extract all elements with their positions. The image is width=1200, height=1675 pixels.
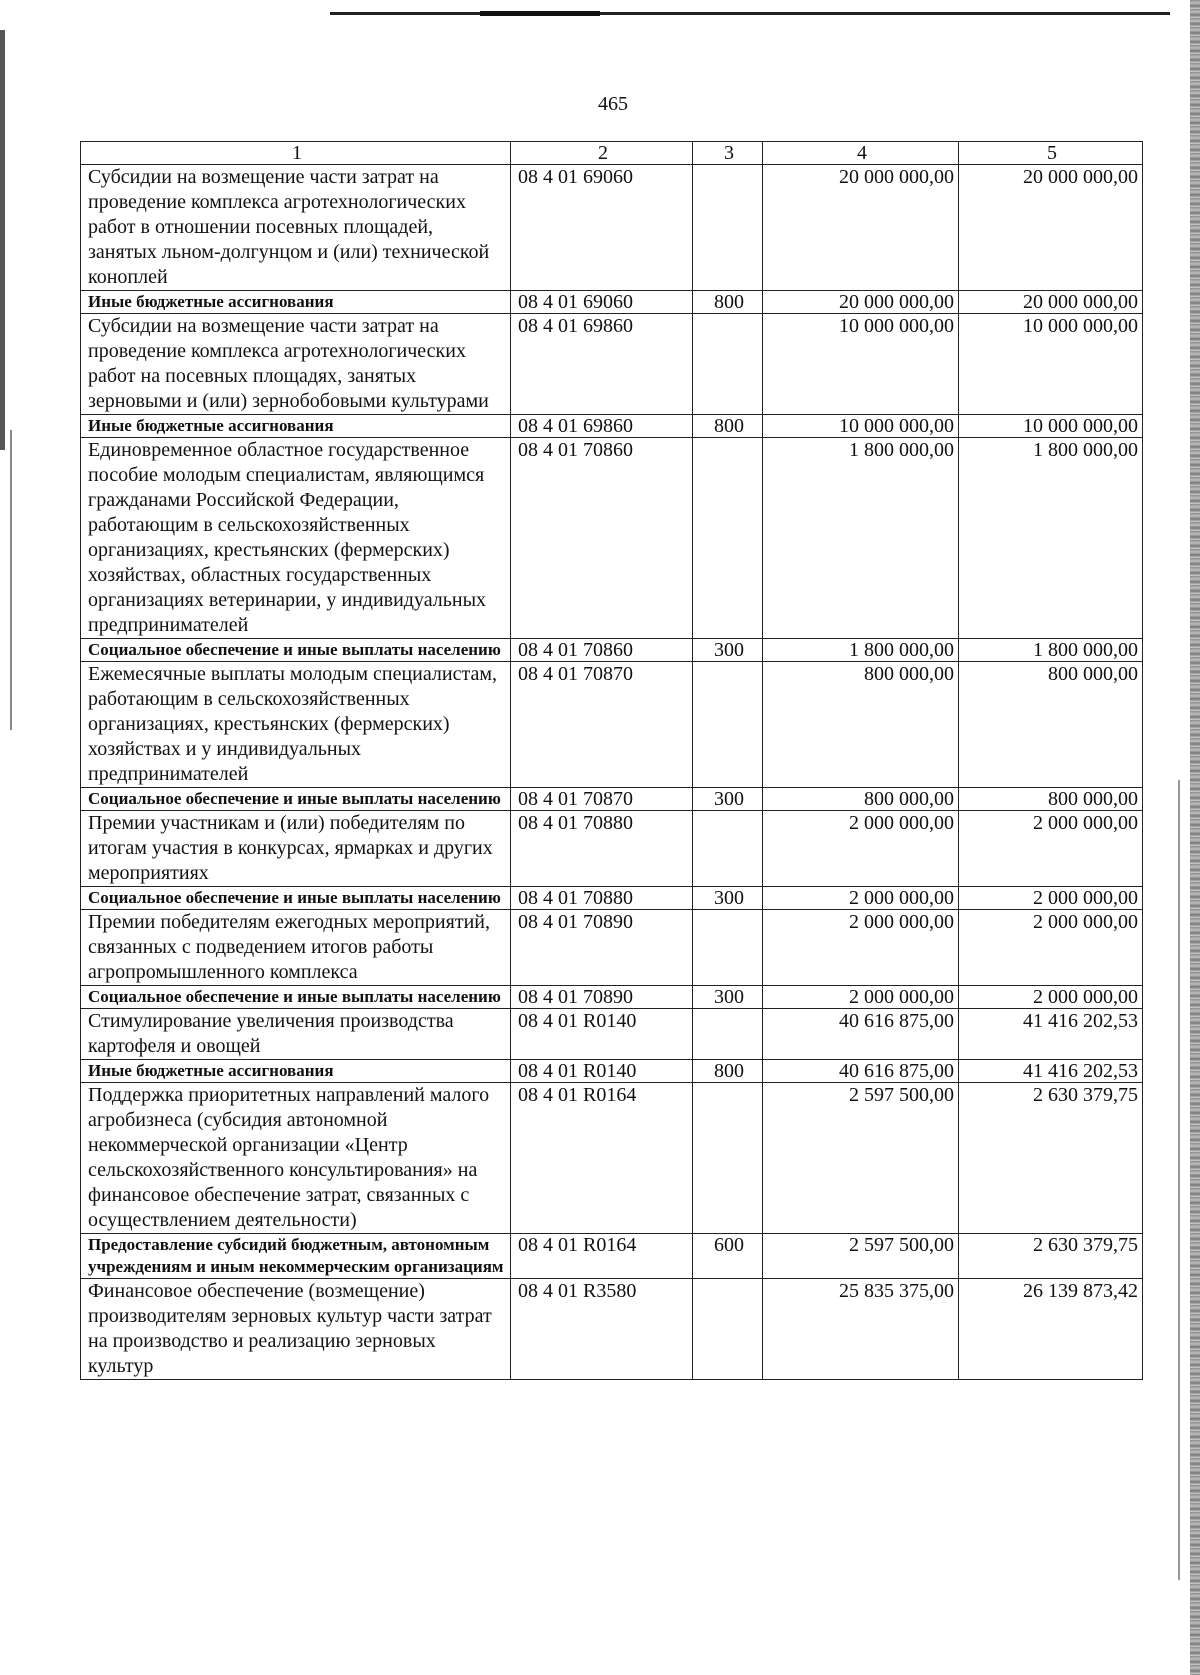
row-type-cell [693, 165, 763, 291]
row-name-cell: Ежемесячные выплаты молодым специалистам, работающим в сельскохозяйственных организациях, крестьянских (фермерских) хозяйствах и у индивидуальных предпринимателей [81, 662, 511, 788]
row-type-cell: 800 [693, 1060, 763, 1083]
table-row [81, 1234, 1143, 1279]
table-row [81, 1279, 1143, 1380]
row-sum-first-cell: 20 000 000,00 [763, 291, 959, 314]
row-sum-first-cell: 10 000 000,00 [763, 415, 959, 438]
row-name-cell: Поддержка приоритетных направлений малого агробизнеса (субсидия автономной некоммерческой организации «Центр сельскохозяйственного консультирования» на финансовое обеспечение затрат, связанных с осуществлением деятельности) [81, 1083, 511, 1234]
row-code-cell: 08 4 01 70860 [511, 639, 693, 662]
row-type-cell: 300 [693, 887, 763, 910]
row-sum-first-cell: 2 000 000,00 [763, 887, 959, 910]
row-name-cell: Стимулирование увеличения производства картофеля и овощей [81, 1009, 511, 1060]
row-name-cell: Единовременное областное государственное пособие молодым специалистам, являющимся гражданами Российской Федерации, работающим в сельскохозяйственных организациях, крестьянских (фермерских) хозяйствах, областных государственных организациях ветеринарии, у индивидуальных предпринимателей [81, 438, 511, 639]
table-row [81, 910, 1143, 986]
column-header: 2 [511, 142, 693, 165]
row-code-cell: 08 4 01 70860 [511, 438, 693, 639]
row-name-cell: Предоставление субсидий бюджетным, автономным учреждениям и иным некоммерческим организациям [81, 1234, 511, 1279]
row-name-cell: Иные бюджетные ассигнования [81, 1060, 511, 1083]
row-name-cell: Иные бюджетные ассигнования [81, 415, 511, 438]
table-header-row [81, 142, 1143, 165]
row-sum-second-cell: 10 000 000,00 [959, 314, 1143, 415]
row-sum-second-cell: 20 000 000,00 [959, 165, 1143, 291]
row-sum-second-cell: 2 630 379,75 [959, 1234, 1143, 1279]
row-type-cell [693, 314, 763, 415]
row-sum-first-cell: 2 000 000,00 [763, 986, 959, 1009]
row-type-cell [693, 662, 763, 788]
table-row [81, 314, 1143, 415]
row-code-cell: 08 4 01 R0140 [511, 1060, 693, 1083]
table-row [81, 788, 1143, 811]
row-name-cell: Социальное обеспечение и иные выплаты населению [81, 788, 511, 811]
row-type-cell [693, 811, 763, 887]
row-sum-first-cell: 1 800 000,00 [763, 438, 959, 639]
row-code-cell: 08 4 01 69860 [511, 314, 693, 415]
row-type-cell: 800 [693, 291, 763, 314]
row-name-cell: Премии участникам и (или) победителям по итогам участия в конкурсах, ярмарках и других мероприятиях [81, 811, 511, 887]
table-row [81, 438, 1143, 639]
scan-artifact-left-edge [0, 30, 5, 450]
row-sum-first-cell: 2 000 000,00 [763, 910, 959, 986]
row-sum-first-cell: 2 000 000,00 [763, 811, 959, 887]
budget-table [80, 141, 1143, 1380]
row-sum-second-cell: 2 000 000,00 [959, 811, 1143, 887]
table-row [81, 887, 1143, 910]
row-type-cell [693, 1083, 763, 1234]
row-code-cell: 08 4 01 70880 [511, 887, 693, 910]
row-name-cell: Иные бюджетные ассигнования [81, 291, 511, 314]
row-sum-first-cell: 20 000 000,00 [763, 165, 959, 291]
row-type-cell: 300 [693, 788, 763, 811]
row-code-cell: 08 4 01 70870 [511, 788, 693, 811]
row-sum-first-cell: 40 616 875,00 [763, 1009, 959, 1060]
row-sum-second-cell: 20 000 000,00 [959, 291, 1143, 314]
table-row [81, 1060, 1143, 1083]
row-name-cell: Социальное обеспечение и иные выплаты населению [81, 887, 511, 910]
row-code-cell: 08 4 01 69060 [511, 291, 693, 314]
row-sum-first-cell: 1 800 000,00 [763, 639, 959, 662]
row-sum-first-cell: 2 597 500,00 [763, 1234, 959, 1279]
row-name-cell: Финансовое обеспечение (возмещение) производителям зерновых культур части затрат на производство и реализацию зерновых культур [81, 1279, 511, 1380]
row-sum-second-cell: 2 630 379,75 [959, 1083, 1143, 1234]
row-type-cell: 300 [693, 986, 763, 1009]
scan-artifact-left-line [10, 430, 12, 730]
row-sum-first-cell: 25 835 375,00 [763, 1279, 959, 1380]
scan-artifact-top-line [330, 12, 1170, 15]
row-type-cell: 800 [693, 415, 763, 438]
scan-artifact-top-mark [480, 11, 600, 16]
row-code-cell: 08 4 01 R0164 [511, 1234, 693, 1279]
row-type-cell [693, 910, 763, 986]
row-sum-first-cell: 10 000 000,00 [763, 314, 959, 415]
row-sum-second-cell: 2 000 000,00 [959, 986, 1143, 1009]
row-sum-second-cell: 2 000 000,00 [959, 887, 1143, 910]
row-sum-second-cell: 800 000,00 [959, 662, 1143, 788]
row-name-cell: Социальное обеспечение и иные выплаты населению [81, 986, 511, 1009]
row-sum-second-cell: 2 000 000,00 [959, 910, 1143, 986]
table-row [81, 811, 1143, 887]
row-sum-second-cell: 1 800 000,00 [959, 639, 1143, 662]
table-row [81, 1083, 1143, 1234]
row-type-cell [693, 1009, 763, 1060]
row-code-cell: 08 4 01 R0164 [511, 1083, 693, 1234]
table-body [81, 165, 1143, 1380]
row-sum-second-cell: 26 139 873,42 [959, 1279, 1143, 1380]
table-row [81, 662, 1143, 788]
table-row [81, 291, 1143, 314]
row-sum-first-cell: 40 616 875,00 [763, 1060, 959, 1083]
row-code-cell: 08 4 01 R3580 [511, 1279, 693, 1380]
row-code-cell: 08 4 01 70890 [511, 910, 693, 986]
row-type-cell [693, 1279, 763, 1380]
row-sum-second-cell: 41 416 202,53 [959, 1060, 1143, 1083]
row-code-cell: 08 4 01 69860 [511, 415, 693, 438]
row-sum-first-cell: 2 597 500,00 [763, 1083, 959, 1234]
page-number: 465 [598, 93, 628, 115]
column-header: 1 [81, 142, 511, 165]
row-name-cell: Социальное обеспечение и иные выплаты населению [81, 639, 511, 662]
table-row [81, 1009, 1143, 1060]
row-code-cell: 08 4 01 69060 [511, 165, 693, 291]
table-row [81, 165, 1143, 291]
row-name-cell: Субсидии на возмещение части затрат на проведение комплекса агротехнологических работ в отношении посевных площадей, занятых льном-долгунцом и (или) технической коноплей [81, 165, 511, 291]
row-code-cell: 08 4 01 70870 [511, 662, 693, 788]
table-row [81, 639, 1143, 662]
row-sum-second-cell: 41 416 202,53 [959, 1009, 1143, 1060]
row-type-cell: 600 [693, 1234, 763, 1279]
row-code-cell: 08 4 01 70890 [511, 986, 693, 1009]
row-name-cell: Субсидии на возмещение части затрат на проведение комплекса агротехнологических работ на посевных площадях, занятых зерновыми и (или) зернобобовыми культурами [81, 314, 511, 415]
row-name-cell: Премии победителям ежегодных мероприятий, связанных с подведением итогов работы агропромышленного комплекса [81, 910, 511, 986]
column-header: 3 [693, 142, 763, 165]
column-header: 4 [763, 142, 959, 165]
row-sum-first-cell: 800 000,00 [763, 662, 959, 788]
scan-artifact-right-line [1178, 780, 1180, 1580]
row-type-cell [693, 438, 763, 639]
scan-artifact-right-edge [1190, 0, 1200, 1675]
row-sum-second-cell: 1 800 000,00 [959, 438, 1143, 639]
row-sum-second-cell: 800 000,00 [959, 788, 1143, 811]
row-sum-second-cell: 10 000 000,00 [959, 415, 1143, 438]
row-sum-first-cell: 800 000,00 [763, 788, 959, 811]
row-type-cell: 300 [693, 639, 763, 662]
table-row [81, 415, 1143, 438]
row-code-cell: 08 4 01 70880 [511, 811, 693, 887]
row-code-cell: 08 4 01 R0140 [511, 1009, 693, 1060]
table-row [81, 986, 1143, 1009]
column-header: 5 [959, 142, 1143, 165]
